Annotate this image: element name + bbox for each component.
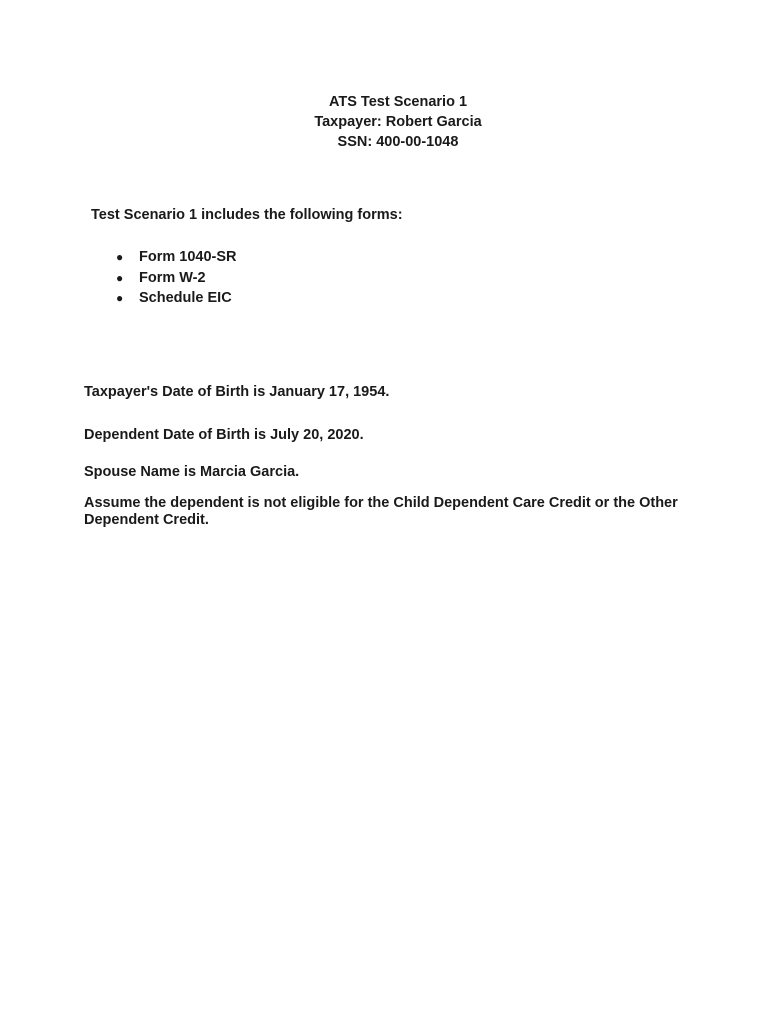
forms-intro: Test Scenario 1 includes the following forms:	[91, 207, 403, 223]
bullet-icon: ●	[116, 270, 124, 285]
dependent-assumption-text: Assume the dependent is not eligible for the Child Dependent Care Credit or the Other Dependent Credit.	[84, 495, 678, 528]
document-header	[0, 92, 770, 152]
taxpayer-dob-text: Taxpayer's Date of Birth is January 17, 1954.	[84, 384, 390, 400]
bullet-icon: ●	[116, 291, 124, 305]
bullet-icon: ●	[116, 250, 124, 264]
dependent-dob-text: Dependent Date of Birth is July 20, 2020.	[84, 427, 364, 443]
form-label: Form W-2	[139, 269, 206, 286]
spouse-name-text: Spouse Name is Marcia Garcia.	[84, 464, 300, 480]
taxpayer-ssn: SSN: 400-00-1048	[337, 134, 459, 150]
form-label: Schedule EIC	[139, 290, 232, 306]
taxpayer-name: Taxpayer: Robert Garcia	[314, 114, 482, 130]
scenario-title: ATS Test Scenario 1	[328, 94, 468, 110]
form-label: Form 1040-SR	[139, 249, 237, 265]
